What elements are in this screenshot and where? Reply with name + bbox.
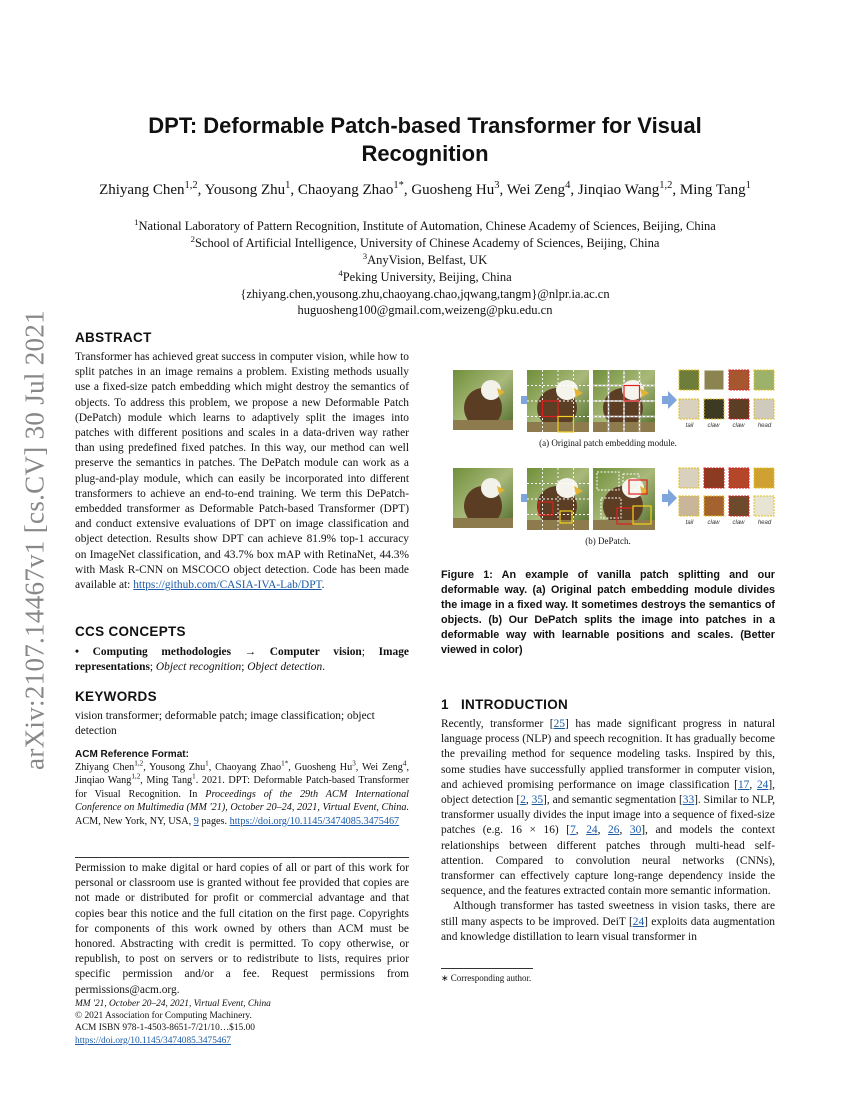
affiliation-3 xyxy=(60,252,790,269)
intro-paragraph-2 xyxy=(441,899,775,945)
permission-text: Permission to make digital or hard copies of all or part of this work for personal or classroom use is granted without fee provided that copies are not made or distributed for profit or commercial advantage and that copies bear this notice and the full citation on the first page. Copyrights for components of this work owned by others than ACM must be honored. Abstracting with credit is permitted. To copy otherwise, or republish, to post on servers or to redistribute to lists, requires prior specific permission and/or a fee. Request permissions from permissions@acm.org. xyxy=(75,862,409,996)
ref-author-7: , Ming Tang xyxy=(140,775,193,787)
intro-text: ] has made significant progress in natural language process (NLP) and speech recognition. It has gradually become the prevailing method for sequence modeling tasks. Inspired by this, some studies have successfully applied transformer in computer vision, and achieved promising performance on image classification [ xyxy=(441,718,775,791)
intro-text: ], object detection [ xyxy=(441,778,775,807)
subcaption-b: (b) DePatch. xyxy=(585,536,631,546)
thumb-label-head-b: head xyxy=(757,520,772,526)
ccs-heading: CCS CONCEPTS xyxy=(75,624,186,639)
affiliation-3-text: AnyVision, Belfast, UK xyxy=(367,253,488,267)
author-list xyxy=(70,180,780,200)
footnote: ∗ Corresponding author. xyxy=(441,973,532,983)
paper-title xyxy=(60,112,790,168)
title-line-1: DPT: Deformable Patch-based Transformer for Visual xyxy=(148,113,702,138)
citation-link[interactable]: 33 xyxy=(682,794,695,807)
abstract-heading: ABSTRACT xyxy=(75,330,152,345)
thumb-label-claw-b2: claw xyxy=(732,520,745,526)
citation-link[interactable]: 30 xyxy=(629,824,642,837)
footnote-rule xyxy=(441,968,533,969)
permission-copyright: © 2021 Association for Computing Machinery. xyxy=(75,1011,252,1022)
intro-text: Although transformer has tasted sweetness in vision tasks, there are still many aspects to be improved. DeiT [ xyxy=(441,900,775,928)
affiliation-1 xyxy=(60,218,790,235)
citation-link[interactable]: 24 xyxy=(632,915,645,928)
citation-link[interactable]: 7 xyxy=(570,824,576,837)
ccs-sep-1: ; xyxy=(361,646,379,658)
intro-text: ], and models the context relationships between different patches through multi-head self-attention. Compared to convolution neural networks (CNNs), transformer can effectively capture long-range dependency inside the sequence, and the features extracted contain more semantic information. xyxy=(441,824,776,898)
ccs-concept-4: Object detection xyxy=(247,661,323,674)
citation-link[interactable]: 26 xyxy=(608,824,620,837)
acm-reference xyxy=(75,749,409,828)
author-name: Guosheng Hu xyxy=(411,182,495,198)
arxiv-identifier-text: arXiv:2107.14467v1 [cs.CV] 30 Jul 2021 xyxy=(19,310,50,770)
deform-image-b xyxy=(593,468,655,530)
ref-doi-link[interactable]: https://doi.org/10.1145/3474085.3475467 xyxy=(229,815,400,827)
arrow-icon xyxy=(662,489,677,507)
code-link[interactable]: https://github.com/CASIA-IVA-Lab/DPT xyxy=(133,579,322,592)
citation-link[interactable]: 2 xyxy=(520,794,526,807)
grid-image-a xyxy=(527,370,589,432)
affiliation-4-text: Peking University, Beijing, China xyxy=(342,270,512,284)
ccs-concept-3: Object recognition xyxy=(155,661,242,674)
author-name: Ming Tang xyxy=(679,182,746,198)
ref-author-5: , Wei Zeng xyxy=(355,762,403,773)
thumb-label-claw-a2: claw xyxy=(732,423,745,429)
citation-link[interactable]: 25 xyxy=(553,718,565,730)
author-name: Jinqiao Wang xyxy=(577,182,660,198)
intro-text: , xyxy=(525,794,532,807)
ref-author-2: , Yousong Zhu xyxy=(143,762,206,773)
thumb-label-head-a: head xyxy=(757,423,772,429)
ref-pages-link[interactable]: 9 xyxy=(193,815,199,827)
abstract-text: Transformer has achieved great success in computer vision, while how to split patches in an image remains a problem. Existing methods usually use a fixed-size patch embedding which might destroy the semantics of objects. To address this problem, we propose a new Deformable Patch (DePatch) module which learns to adaptively split the images into patches with different positions and scales in a data-driven way rather than using predefined fixed patches. In this way, our method can well preserve the semantics in patches. The DePatch module can work as a plug-and-play module, which can easily be incorporated into different transformers to achieve an end-to-end training. We term this DePatch-embedded transformer as Deformable Patch-based Transformer (DPT) and conduct extensive evaluations of DPT on image classification and object detection. Results show DPT can achieve 81.9% top-1 accuracy on ImageNet classification, and 43.7% box mAP with RetinaNet, 44.3% with Mask R-CNN on MSCOCO object detection. Code has been made available at: xyxy=(75,351,409,592)
ccs-section xyxy=(75,624,409,675)
ref-author-6: , Jinqiao Wang xyxy=(75,762,409,787)
author-affiliation-sup: 3 xyxy=(494,180,500,191)
input-image-a xyxy=(453,370,513,430)
grid-image-b xyxy=(527,468,589,530)
title-line-2: Recognition xyxy=(361,141,489,166)
ccs-body xyxy=(75,645,409,675)
ref-venue: Proceedings of the 29th ACM International Conference on Multimedia (MM '21), October 20–24, 2021, Virtual Event, China. xyxy=(75,788,409,814)
affiliation-2-text: School of Artificial Intelligence, University of Chinese Academy of Sciences, Beijing, China xyxy=(194,236,660,250)
author-separator: , xyxy=(672,182,680,198)
footer-rule xyxy=(75,857,409,858)
introduction-section xyxy=(441,697,775,945)
ccs-end: . xyxy=(322,661,326,674)
affiliation-4 xyxy=(60,269,790,286)
author-affiliation-sup: 1* xyxy=(393,180,404,191)
ref-author-4: , Guosheng Hu xyxy=(288,762,353,773)
intro-paragraph-1 xyxy=(441,717,775,899)
author-name: Yousong Zhu xyxy=(204,182,286,198)
permission-block xyxy=(75,861,409,1047)
email-line-1: {zhiyang.chen,yousong.zhu,chaoyang.chao,jqwang,tangm}@nlpr.ia.ac.cn xyxy=(240,287,610,301)
citation-link[interactable]: 24 xyxy=(756,778,769,791)
abstract-body xyxy=(75,350,409,593)
input-image-b xyxy=(453,468,513,528)
affiliation-3-sup: 3 xyxy=(362,250,368,261)
subcaption-a: (a) Original patch embedding module. xyxy=(539,438,677,448)
author-separator: , xyxy=(290,182,298,198)
ccs-sep-3: ; xyxy=(241,661,248,674)
patch-thumbnails-a xyxy=(679,370,774,419)
ref-author-3: , Chaoyang Zhao xyxy=(208,762,282,773)
author-affiliation-sup: 1 xyxy=(745,180,751,191)
thumb-label-claw-b1: claw xyxy=(707,520,720,526)
intro-text: , xyxy=(597,824,609,837)
author-affiliation-sup: 4 xyxy=(565,180,571,191)
author-name: Zhiyang Chen xyxy=(99,182,185,198)
arrow-icon xyxy=(662,391,677,409)
split-image-a xyxy=(593,370,655,432)
ref-title: . 2021. DPT: Deformable Patch-based Transformer for Visual Recognition. In xyxy=(75,775,409,800)
author-separator: , xyxy=(499,182,507,198)
ccs-concept-1: • Computing methodologies → Computer vision xyxy=(75,646,362,658)
affiliation-2 xyxy=(60,235,790,252)
author-separator: , xyxy=(403,182,412,198)
intro-text: Recently, transformer [ xyxy=(441,718,554,730)
patch-thumbnails-b xyxy=(679,468,774,516)
acm-reference-heading: ACM Reference Format: xyxy=(75,749,189,760)
intro-text: ] exploits data augmentation and knowledge distillation to learn visual transformer in xyxy=(441,915,775,943)
email-line-2: huguosheng100@gmail.com,weizeng@pku.edu.cn xyxy=(297,303,553,317)
introduction-heading xyxy=(441,697,775,712)
abstract-link-suffix: . xyxy=(321,579,325,592)
affiliation-4-sup: 4 xyxy=(338,267,343,278)
keywords-heading: KEYWORDS xyxy=(75,689,157,704)
abstract-section xyxy=(75,330,409,593)
thumb-label-tail-a: tail xyxy=(685,423,694,429)
permission-venue: MM '21, October 20–24, 2021, Virtual Event, China xyxy=(75,998,271,1009)
author-affiliation-sup: 1,2 xyxy=(184,180,198,191)
citation-link[interactable]: 17 xyxy=(737,778,750,791)
author-affiliation-sup: 1,2 xyxy=(659,180,673,191)
permission-doi-link[interactable]: https://doi.org/10.1145/3474085.3475467 xyxy=(75,1035,231,1046)
intro-text: , xyxy=(749,778,757,791)
acm-reference-body: Zhiyang Chen$^{1,2}$, Yousong Zhu$^1$, Chaoyang Zhao$^{1*}$, Guosheng Hu$^3$, Wei Zeng$^4$, Jinqiao Wang$^{1,2}$, Ming Tang$^1$. 2021. DPT: Deformable Patch-based Transformer for Visual Recognition. In Proceedings of the 29th ACM International Conference on Multimedia (MM '21), October 20–24, 2021, Virtual Event, China. ACM, New York, NY, USA, 9 pages. https://doi.org/10.1145/3474085.3475467 xyxy=(75,759,409,827)
ref-publisher: ACM, New York, NY, USA, xyxy=(75,815,194,827)
intro-text: ]. Similar to NLP, transformer usually divides the input image into a sequence of fixed-size patches (e.g. 16 × 16) [ xyxy=(441,794,775,837)
thumb-label-claw-a1: claw xyxy=(707,423,720,429)
ref-author-1: Zhiyang Chen xyxy=(75,762,135,773)
keywords-section xyxy=(75,689,409,739)
ref-pages-text: pages. xyxy=(198,815,230,827)
thumb-label-tail-b: tail xyxy=(685,520,694,526)
arxiv-identifier xyxy=(15,300,55,780)
permission-isbn: ACM ISBN 978-1-4503-8651-7/21/10…$15.00 xyxy=(75,1023,255,1034)
figure-caption: Figure 1: An example of vanilla patch splitting and our deformable way. (a) Original patch embedding module divides the image in a fixed way. It sometimes destroys the semantics of objects. (b) Our DePatch splits the image into patches in a deformable way with learnable positions and scales. (Better viewed in color) xyxy=(441,569,775,656)
intro-text: , xyxy=(575,824,587,837)
affiliation-1-sup: 1 xyxy=(134,216,139,227)
ccs-concept-2: Image representations xyxy=(75,646,409,674)
keywords-body: vision transformer; deformable patch; image classification; object detection xyxy=(75,710,375,738)
intro-heading-text: INTRODUCTION xyxy=(460,697,569,712)
author-affiliation-sup: 1 xyxy=(285,180,291,191)
intro-text: , xyxy=(619,824,630,837)
author-name: Chaoyang Zhao xyxy=(297,182,394,198)
author-name: Wei Zeng xyxy=(506,182,566,198)
intro-heading-num: 1 xyxy=(441,697,449,712)
author-separator: , xyxy=(197,182,205,198)
author-separator: , xyxy=(570,182,578,198)
affiliation-1-text: National Laboratory of Pattern Recognition, Institute of Automation, Chinese Academy of Sciences, Beijing, China xyxy=(138,219,716,233)
citation-link[interactable]: 24 xyxy=(586,824,598,837)
ccs-sep-2: ; xyxy=(149,661,156,674)
affiliation-2-sup: 2 xyxy=(190,233,195,244)
intro-text: ], and semantic segmentation [ xyxy=(543,794,683,807)
citation-link[interactable]: 35 xyxy=(531,794,544,807)
